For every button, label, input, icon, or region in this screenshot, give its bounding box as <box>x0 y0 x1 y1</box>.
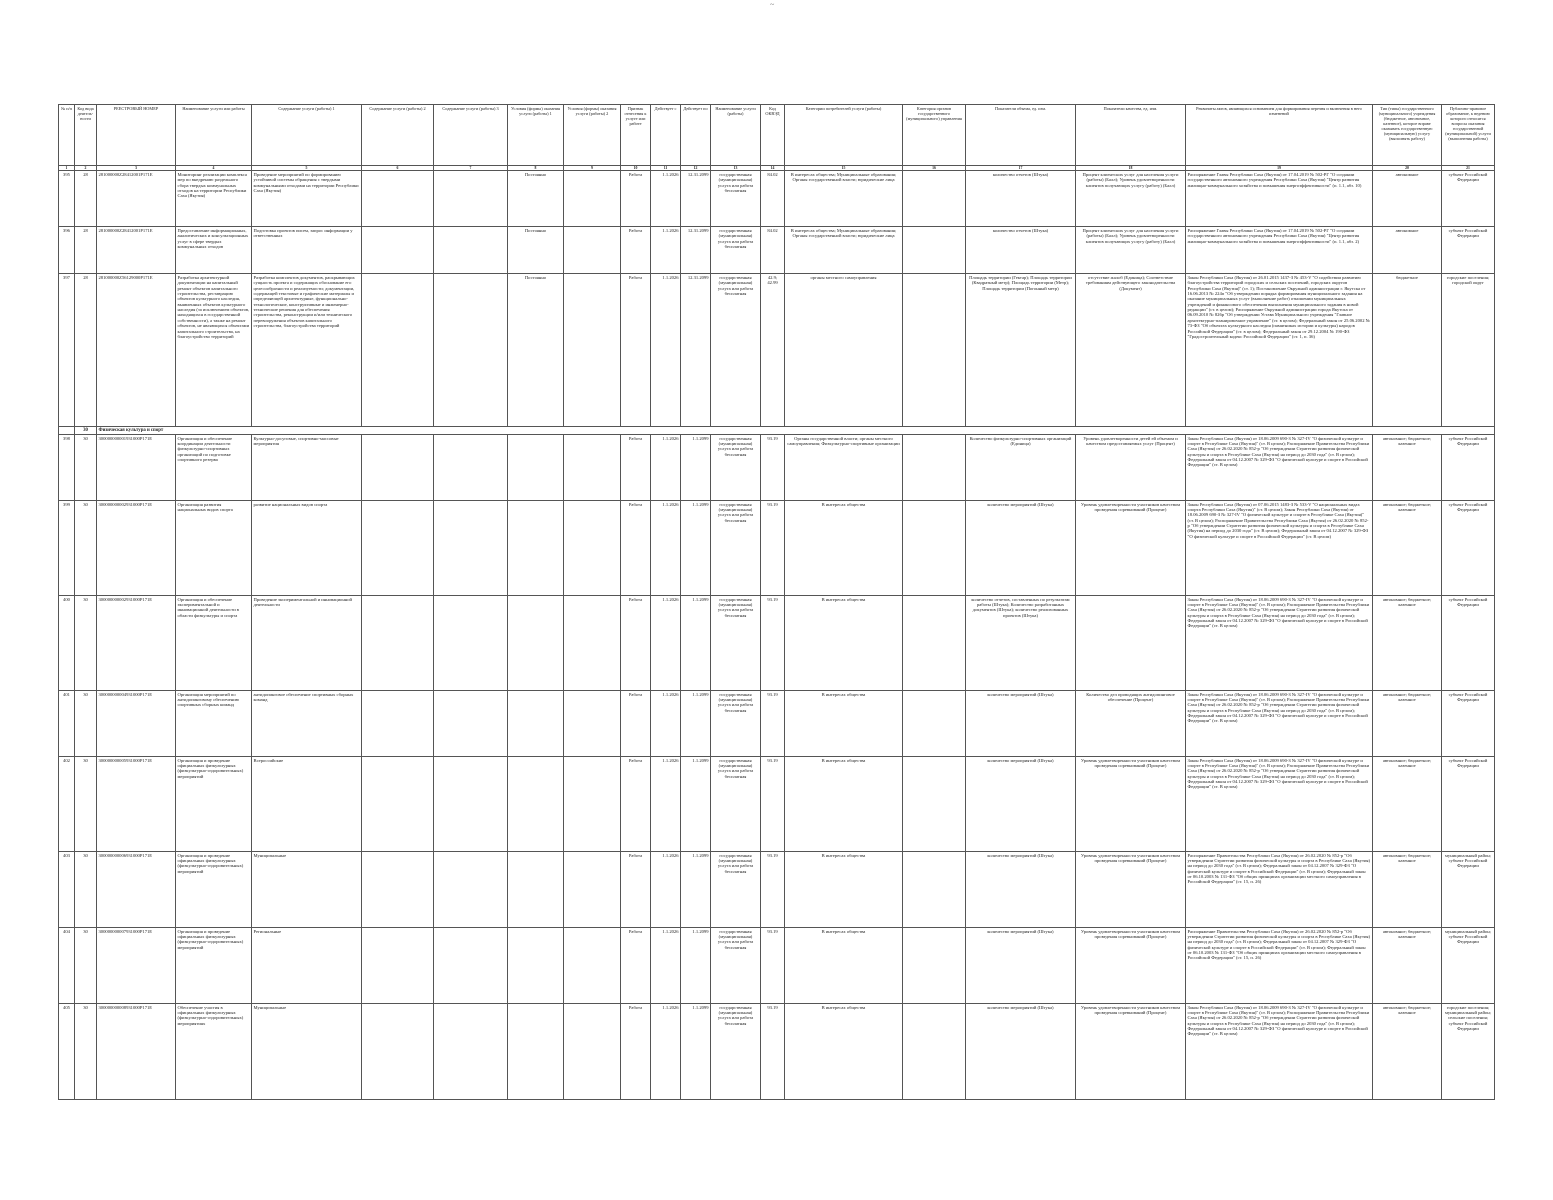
registry-number: 281000000Z56129000P171E <box>97 274 176 427</box>
header-form-1: Условия (формы) оказания услуги (работы) 1 <box>508 105 564 166</box>
service-type: государственная (муниципальная) услуга или работа бесплатная <box>711 928 761 1004</box>
content-3 <box>434 435 508 501</box>
form-1 <box>508 501 564 596</box>
okved-code: 93.19 <box>761 852 785 928</box>
jurisdiction: субъект Российской Федерации <box>1442 171 1495 227</box>
row-number: 399 <box>59 501 75 596</box>
institution-type: бюджетное <box>1373 274 1442 427</box>
content-2 <box>362 435 434 501</box>
section-blank-1 <box>59 427 75 435</box>
quality-indicators: Уровень удовлетворенности детей ей объемом и качеством предоставляемых услуг (Процент) <box>1076 435 1186 501</box>
header-content-3: Содержание услуги (работы) 3 <box>434 105 508 166</box>
okved-code: 84.02 <box>761 227 785 274</box>
form-2 <box>564 757 621 852</box>
service-kind: Работа <box>621 435 651 501</box>
service-name: Обеспечение участия в официальных физкультурных (физкультурно-оздоровительных) мероприятиях <box>176 1004 252 1100</box>
header-service-type: Наименование услуги (работы) <box>711 105 761 166</box>
valid-from: 1.1.2026 <box>651 691 681 757</box>
valid-to: 1.1.2099 <box>681 435 711 501</box>
content-1: Проведение экспериментальной и инновационной деятельности <box>252 596 362 691</box>
form-1 <box>508 757 564 852</box>
okved-code: 42.9; 42.99 <box>761 274 785 427</box>
consumer-categories: В интересах общества; Муниципальные образования; Органы государственной власти; юридические лица <box>785 171 903 227</box>
column-number-3: 3 <box>97 166 176 171</box>
form-2 <box>564 596 621 691</box>
legal-acts: Распоряжение Правительства Республики Саха (Якутия) от 26.02.2020 № 852-р "Об утверждении Стратегии развития физической культуры и спорта в Республике Саха (Якутия) на период до 2030 года" (ст. В целом); Федеральный закон от 04.12.2007 № 329-ФЗ "О физической культуре и спорте в Российской Федерации" (ст. В целом); Федеральный закон от 06.10.2003 № 131-ФЗ "Об общих принципах организации местного самоуправления в Российской Федерации" (ст. 15, п. 26) <box>1186 852 1373 928</box>
table-row <box>59 852 1495 928</box>
quality-indicators: отсутствие жалоб (Единица); Соответствие требованиям действующего законодательства (Документ) <box>1076 274 1186 427</box>
content-3 <box>434 852 508 928</box>
institution-type: автономное; бюджетное; казенное <box>1373 435 1442 501</box>
valid-to: 12.31.2099 <box>681 227 711 274</box>
service-name: Организация развития национальных видов спорта <box>176 501 252 596</box>
form-1 <box>508 435 564 501</box>
jurisdiction: субъект Российской Федерации <box>1442 435 1495 501</box>
service-type: государственная (муниципальная) услуга или работа бесплатная <box>711 227 761 274</box>
jurisdiction: субъект Российской Федерации <box>1442 501 1495 596</box>
consumer-categories: В интересах общества <box>785 501 903 596</box>
activity-code: 30 <box>75 928 97 1004</box>
header-consumer-categories: Категории потребителей услуги (работы) <box>785 105 903 166</box>
header-quality-indicators: Показатели качества, ед. изм. <box>1076 105 1186 166</box>
form-1 <box>508 928 564 1004</box>
okved-code: 93.19 <box>761 1004 785 1100</box>
content-2 <box>362 928 434 1004</box>
okved-code: 93.19 <box>761 596 785 691</box>
content-3 <box>434 274 508 427</box>
service-name: Организация и проведение официальных физкультурных (физкультурно-оздоровительных) мероприятий <box>176 757 252 852</box>
column-number-6: 6 <box>362 166 434 171</box>
column-number-14: 14 <box>761 166 785 171</box>
header-content-1: Содержание услуги (работы) 1 <box>252 105 362 166</box>
row-number: 404 <box>59 928 75 1004</box>
row-number: 398 <box>59 435 75 501</box>
service-name: Организация мероприятий по антидопинговому обеспечению спортивных сборных команд <box>176 691 252 757</box>
authority-category <box>903 928 966 1004</box>
volume-indicators: количество отчетов (Штука) <box>966 171 1076 227</box>
valid-to: 1.1.2099 <box>681 757 711 852</box>
section-code: 30 <box>75 427 97 435</box>
service-kind: Работа <box>621 691 651 757</box>
authority-category <box>903 435 966 501</box>
service-type: государственная (муниципальная) услуга или работа бесплатная <box>711 501 761 596</box>
header-volume-indicators: Показатели объема, ед. изм. <box>966 105 1076 166</box>
authority-category <box>903 227 966 274</box>
service-type: государственная (муниципальная) услуга или работа бесплатная <box>711 596 761 691</box>
jurisdiction: субъект Российской Федерации <box>1442 757 1495 852</box>
legal-acts: Закон Республики Саха (Якутия) от 07.06.2015 1483-З № 533-V "О национальных видах спорта Республики Саха (Якутия)" (ст. В целом); Закон Республики Саха (Якутия) от 18.06.2009 690-З № 327-IV "О физической культуре и спорте в Республике Саха (Якутия)" (ст. В целом); Распоряжение Правительства Республики Саха (Якутия) от 26.02.2020 № 852-р "Об утверждении Стратегии развития физической культуры и спорта в Республике Саха (Якутия) на период до 2030 года" (ст. В целом); Федеральный закон от 04.12.2007 № 329-ФЗ "О физической культуре и спорте в Российской Федерации" (ст. В целом) <box>1186 501 1373 596</box>
jurisdiction: субъект Российской Федерации <box>1442 227 1495 274</box>
valid-from: 1.1.2026 <box>651 501 681 596</box>
registry-number: 300000000004931000P171E <box>97 691 176 757</box>
column-number-9: 9 <box>564 166 621 171</box>
jurisdiction: муниципальный район; субъект Российской Федерации <box>1442 852 1495 928</box>
valid-to: 12.31.2099 <box>681 274 711 427</box>
column-number-2: 2 <box>75 166 97 171</box>
valid-from: 1.1.2026 <box>651 171 681 227</box>
form-2 <box>564 227 621 274</box>
legal-acts: Закон Республики Саха (Якутия) от 18.06.2009 690-З № 327-IV "О физической культуре и спорте в Республике Саха (Якутия)" (ст. В целом); Распоряжение Правительства Республики Саха (Якутия) от 26.02.2020 № 852-р "Об утверждении Стратегии развития физической культуры и спорта в Республике Саха (Якутия) на период до 2030 года" (ст. В целом); Федеральный закон от 04.12.2007 № 329-ФЗ "О физической культуре и спорте в Российской Федерации" (ст. В целом) <box>1186 435 1373 501</box>
consumer-categories: В интересах общества <box>785 1004 903 1100</box>
activity-code: 30 <box>75 757 97 852</box>
table-row <box>59 227 1495 274</box>
header-service-kind: Признак отнесения к услуге или работе <box>621 105 651 166</box>
column-number-11: 11 <box>651 166 681 171</box>
table-row <box>59 691 1495 757</box>
okved-code: 93.19 <box>761 691 785 757</box>
form-2 <box>564 501 621 596</box>
volume-indicators: количество мероприятий (Штука) <box>966 691 1076 757</box>
service-name: Мониторинг реализации комплекса мер по внедрению раздельного сбора твердых коммунальных отходов на территории Республики Саха (Якутия) <box>176 171 252 227</box>
service-type: государственная (муниципальная) услуга или работа бесплатная <box>711 435 761 501</box>
service-kind: Работа <box>621 852 651 928</box>
registry-number: 281000000Z28412001P171E <box>97 227 176 274</box>
form-2 <box>564 274 621 427</box>
content-1: развитие национальных видов спорта <box>252 501 362 596</box>
form-1 <box>508 596 564 691</box>
valid-from: 1.1.2026 <box>651 1004 681 1100</box>
authority-category <box>903 757 966 852</box>
content-1: Всероссийские <box>252 757 362 852</box>
content-2 <box>362 852 434 928</box>
form-2 <box>564 1004 621 1100</box>
institution-type: автономное <box>1373 171 1442 227</box>
quality-indicators: Уровень удовлетворенности участников качеством проведения соревнований (Процент) <box>1076 928 1186 1004</box>
valid-from: 1.1.2026 <box>651 928 681 1004</box>
jurisdiction: субъект Российской Федерации <box>1442 691 1495 757</box>
consumer-categories: В интересах общества <box>785 757 903 852</box>
service-name: Предоставление информационных, аналитических и консультационных услуг в сфере твердых коммунальных отходов <box>176 227 252 274</box>
jurisdiction: городские поселения; муниципальный район; сельские поселения; субъект Российской Федерации <box>1442 1004 1495 1100</box>
content-1: Муниципальные <box>252 852 362 928</box>
registry-number: 300000000006931000P171E <box>97 852 176 928</box>
valid-from: 1.1.2026 <box>651 435 681 501</box>
volume-indicators: количество мероприятий (Штука) <box>966 1004 1076 1100</box>
legal-acts: Закон Республики Саха (Якутия) от 18.06.2009 690-З № 327-IV "О физической культуре и спорте в Республике Саха (Якутия)" (ст. В целом); Распоряжение Правительства Республики Саха (Якутия) от 26.02.2020 № 852-р "Об утверждении Стратегии развития физической культуры и спорта в Республике Саха (Якутия) на период до 2030 года" (ст. В целом); Федеральный закон от 04.12.2007 № 329-ФЗ "О физической культуре и спорте в Российской Федерации" (ст. В целом) <box>1186 757 1373 852</box>
row-number: 396 <box>59 227 75 274</box>
valid-from: 1.1.2026 <box>651 274 681 427</box>
service-kind: Работа <box>621 596 651 691</box>
quality-indicators: Процент клиентских услуг для населения услуги (работы) (Балл); Уровень удовлетворенности клиентов получающих услугу (работу) (Балл) <box>1076 227 1186 274</box>
authority-category <box>903 1004 966 1100</box>
content-2 <box>362 274 434 427</box>
legal-acts: Распоряжение Правительства Республики Саха (Якутия) от 26.02.2020 № 852-р "Об утверждении Стратегии развития физической культуры и спорта в Республике Саха (Якутия) на период до 2030 года" (ст. В целом); Федеральный закон от 04.12.2007 № 329-ФЗ "О физической культуре и спорте в Российской Федерации" (ст. В целом); Федеральный закон от 06.10.2003 № 131-ФЗ "Об общих принципах организации местного самоуправления в Российской Федерации" (ст. 15, п. 26) <box>1186 928 1373 1004</box>
service-kind: Работа <box>621 757 651 852</box>
quality-indicators: Уровень удовлетворенности участников качеством проведения соревнований (Процент) <box>1076 1004 1186 1100</box>
activity-code: 30 <box>75 435 97 501</box>
service-type: государственная (муниципальная) услуга или работа бесплатная <box>711 1004 761 1100</box>
okved-code: 93.19 <box>761 435 785 501</box>
consumer-categories: Органы государственной власти; органы местного самоуправления; Физкультурно-спортивные организации <box>785 435 903 501</box>
okved-code: 84.02 <box>761 171 785 227</box>
page-marker: ~ <box>770 0 775 9</box>
legal-acts: Закон Республики Саха (Якутия) от 26.01.2015 1437-З № 453-V "О содействии развитию благоустройства территорий городских и сельских поселений, городских округов Республики Саха (Якутия)" (ст. 1); Постановление Окружной администрации г. Якутска от 16.06.2013 № 224п "Об утверждении порядка формирования муниципального задания на оказание муниципальных услуг (выполнение работ) отношении муниципальных учреждений и финансового обеспечения выполнения муниципального задания в новой редакции" (ст. в целом); Распоряжение Окружной администрации города Якутска от 06.09.2010 № 826р "Об утверждении Устава Муниципального учреждения "Главное архитектурно-планировочное управление" (ст. в целом); Федеральный закон от 25.06.2002 № 73-ФЗ "Об объектах культурного наследия (памятниках истории и культуры) народов Российской Федерации" (ст. в целом); Федеральный закон от 29.12.2004 № 190-ФЗ "Градостроительный кодекс Российской Федерации" (ст. 1, п. 36) <box>1186 274 1373 427</box>
valid-from: 1.1.2026 <box>651 596 681 691</box>
column-number-8: 8 <box>508 166 564 171</box>
content-1: Проведение мероприятий по формированию устойчивой системы обращения с твердыми коммунальными отходами на территории Республики Саха (Якутия) <box>252 171 362 227</box>
registry-number: 300000000001931000P171E <box>97 435 176 501</box>
institution-type: автономное; бюджетное; казенное <box>1373 691 1442 757</box>
valid-to: 12.31.2099 <box>681 171 711 227</box>
valid-from: 1.1.2026 <box>651 227 681 274</box>
column-number-18: 18 <box>1076 166 1186 171</box>
service-type: государственная (муниципальная) услуга или работа бесплатная <box>711 757 761 852</box>
service-name: Организация и обеспечение экспериментальной и инновационной деятельности в области физкультуры и спорта <box>176 596 252 691</box>
consumer-categories: В интересах общества <box>785 928 903 1004</box>
column-number-21: 21 <box>1442 166 1495 171</box>
quality-indicators: Количество дел проводящих антидопинговое обеспечение (Процент) <box>1076 691 1186 757</box>
content-2 <box>362 757 434 852</box>
activity-code: 30 <box>75 501 97 596</box>
consumer-categories: В интересах общества <box>785 596 903 691</box>
authority-category <box>903 596 966 691</box>
service-name: Организация и обеспечение координации деятельности физкультурно-спортивных организаций по подготовке спортивного резерва <box>176 435 252 501</box>
registry-number: 281000000Z28412001P171E <box>97 171 176 227</box>
service-kind: Работа <box>621 227 651 274</box>
column-number-1: 1 <box>59 166 75 171</box>
quality-indicators: Процент клиентских услуг для населения услуги (работы) (Балл); Уровень удовлетворенности клиентов получающих услугу (работу) (Балл) <box>1076 171 1186 227</box>
table-row <box>59 435 1495 501</box>
institution-type: автономное; бюджетное; казенное <box>1373 501 1442 596</box>
column-number-15: 15 <box>785 166 903 171</box>
activity-code: 28 <box>75 171 97 227</box>
content-1: Подготовка проектов писем, запрос информации у ответственных <box>252 227 362 274</box>
valid-to: 1.1.2099 <box>681 1004 711 1100</box>
activity-code: 28 <box>75 227 97 274</box>
form-2 <box>564 928 621 1004</box>
volume-indicators: Площадь территории (Гектар); Площадь территории (Квадратный метр); Площадь территории (Метр); Площадь территории (Погонный метр) <box>966 274 1076 427</box>
content-3 <box>434 227 508 274</box>
institution-type: автономное <box>1373 227 1442 274</box>
authority-category <box>903 852 966 928</box>
table-header-row <box>59 105 1495 166</box>
authority-category <box>903 501 966 596</box>
service-name: Организация и проведение официальных физкультурных (физкультурно-оздоровительных) мероприятий <box>176 852 252 928</box>
table-row <box>59 501 1495 596</box>
content-3 <box>434 596 508 691</box>
content-2 <box>362 691 434 757</box>
legal-acts: Распоряжение Главы Республики Саха (Якутия) от 17.04.2019 № 502-РГ "О создании государственного автономного учреждения Республики Саха (Якутия) "Центр развития жилищно-коммунального хозяйства и повышения энергоэффективности" (п. 1.1, абз. 2) <box>1186 227 1373 274</box>
table-row <box>59 274 1495 427</box>
header-valid-to: Действует по <box>681 105 711 166</box>
service-type: государственная (муниципальная) услуга или работа бесплатная <box>711 171 761 227</box>
content-3 <box>434 691 508 757</box>
consumer-categories: В интересах общества <box>785 691 903 757</box>
institution-type: автономное; бюджетное; казенное <box>1373 757 1442 852</box>
form-1 <box>508 1004 564 1100</box>
form-1: Постоянно <box>508 227 564 274</box>
okved-code: 93.19 <box>761 928 785 1004</box>
table-row <box>59 757 1495 852</box>
header-okved-code: Код ОКВЭД <box>761 105 785 166</box>
content-3 <box>434 757 508 852</box>
row-number: 401 <box>59 691 75 757</box>
column-number-7: 7 <box>434 166 508 171</box>
authority-category <box>903 274 966 427</box>
table-row <box>59 171 1495 227</box>
content-1: Региональные <box>252 928 362 1004</box>
content-2 <box>362 501 434 596</box>
service-kind: Работа <box>621 501 651 596</box>
institution-type: автономное; бюджетное; казенное <box>1373 1004 1442 1100</box>
consumer-categories: органы местного самоуправления <box>785 274 903 427</box>
volume-indicators: Количество физкультурно-спортивных организаций (Единица) <box>966 435 1076 501</box>
consumer-categories: В интересах общества <box>785 852 903 928</box>
volume-indicators: количество мероприятий (Штука) <box>966 501 1076 596</box>
jurisdiction: городские поселения; городской округ <box>1442 274 1495 427</box>
institution-type: автономное; бюджетное; казенное <box>1373 852 1442 928</box>
volume-indicators: количество отчетов, составленных по результатам работы (Штука); Количество разработанных документов (Штука); количество реализованных проектов (Штука) <box>966 596 1076 691</box>
header-activity-code: Код вида деятель-ности <box>75 105 97 166</box>
table-row <box>59 596 1495 691</box>
content-2 <box>362 596 434 691</box>
column-number-4: 4 <box>176 166 252 171</box>
table-row <box>59 928 1495 1004</box>
header-jurisdiction: Публично-правовое образование, к ведению которого относятся вопросы оказания государственной (муниципальной) услуги (выполнения работы) <box>1442 105 1495 166</box>
header-institution-type: Тип (типы) государственного (муниципального) учреждения (бюджетное, автономное, казенное), которое вправе оказывать государственную (муниципальную) услугу (выполнять работу) <box>1373 105 1442 166</box>
valid-from: 1.1.2026 <box>651 852 681 928</box>
activity-code: 28 <box>75 274 97 427</box>
service-kind: Работа <box>621 274 651 427</box>
column-number-13: 13 <box>711 166 761 171</box>
form-1: Постоянно <box>508 171 564 227</box>
activity-code: 30 <box>75 596 97 691</box>
form-2 <box>564 852 621 928</box>
column-number-19: 19 <box>1186 166 1373 171</box>
column-number-12: 12 <box>681 166 711 171</box>
column-number-5: 5 <box>252 166 362 171</box>
form-2 <box>564 171 621 227</box>
activity-code: 30 <box>75 852 97 928</box>
content-1: антидопинговое обеспечение спортивных сборных команд <box>252 691 362 757</box>
services-registry-table <box>58 104 1495 1100</box>
valid-to: 1.1.2099 <box>681 596 711 691</box>
header-registry-number: РЕЕСТРОВЫЙ НОМЕР <box>97 105 176 166</box>
okved-code: 93.19 <box>761 501 785 596</box>
registry-number: 300000000002931000P171E <box>97 501 176 596</box>
service-type: государственная (муниципальная) услуга или работа бесплатная <box>711 852 761 928</box>
form-1: Постоянно <box>508 274 564 427</box>
authority-category <box>903 171 966 227</box>
content-2 <box>362 227 434 274</box>
consumer-categories: В интересах общества; Муниципальные образования; Органы государственной власти; юридические лица <box>785 227 903 274</box>
registry-number: 300000000008931000P171E <box>97 1004 176 1100</box>
service-name: Организация и проведение официальных физкультурных (физкультурно-оздоровительных) мероприятий <box>176 928 252 1004</box>
valid-to: 1.1.2099 <box>681 691 711 757</box>
volume-indicators: количество мероприятий (Штука) <box>966 757 1076 852</box>
row-number: 402 <box>59 757 75 852</box>
activity-code: 30 <box>75 691 97 757</box>
legal-acts: Распоряжение Главы Республики Саха (Якутия) от 17.04.2019 № 502-РГ "О создании государственного автономного учреждения Республики Саха (Якутия) "Центр развития жилищно-коммунального хозяйства и повышения энергоэффективности" (п. 1.1, абз. 10) <box>1186 171 1373 227</box>
legal-acts: Закон Республики Саха (Якутия) от 18.06.2009 690-З № 327-IV "О физической культуре и спорте в Республике Саха (Якутия)" (ст. В целом); Распоряжение Правительства Республики Саха (Якутия) от 26.02.2020 № 852-р "Об утверждении Стратегии развития физической культуры и спорта в Республике Саха (Якутия) на период до 2030 года" (ст. В целом); Федеральный закон от 04.12.2007 № 329-ФЗ "О физической культуре и спорте в Российской Федерации" (ст. В целом) <box>1186 1004 1373 1100</box>
content-3 <box>434 928 508 1004</box>
header-form-2: Условия (формы) оказания услуги (работы) 2 <box>564 105 621 166</box>
volume-indicators: количество мероприятий (Штука) <box>966 928 1076 1004</box>
valid-from: 1.1.2026 <box>651 757 681 852</box>
header-legal-acts: Реквизиты актов, являющихся основанием для формирования перечня и включения в него изменений <box>1186 105 1373 166</box>
row-number: 400 <box>59 596 75 691</box>
jurisdiction: субъект Российской Федерации <box>1442 596 1495 691</box>
column-number-16: 16 <box>903 166 966 171</box>
service-kind: Работа <box>621 928 651 1004</box>
volume-indicators: количество мероприятий (Штука) <box>966 852 1076 928</box>
column-number-17: 17 <box>966 166 1076 171</box>
column-number-20: 20 <box>1373 166 1442 171</box>
section-header-row <box>59 427 1495 435</box>
quality-indicators: Уровень удовлетворенности участников качеством проведения соревнований (Процент) <box>1076 501 1186 596</box>
form-2 <box>564 691 621 757</box>
registry-number: 300000000007931000P171E <box>97 928 176 1004</box>
column-number-10: 10 <box>621 166 651 171</box>
institution-type: автономное; бюджетное; казенное <box>1373 596 1442 691</box>
service-kind: Работа <box>621 1004 651 1100</box>
okved-code: 93.19 <box>761 757 785 852</box>
row-number: 403 <box>59 852 75 928</box>
row-number: 395 <box>59 171 75 227</box>
quality-indicators <box>1076 596 1186 691</box>
header-authority-category: Категория органов государственного (муниципального) управления <box>903 105 966 166</box>
content-3 <box>434 1004 508 1100</box>
valid-to: 1.1.2099 <box>681 852 711 928</box>
authority-category <box>903 691 966 757</box>
header-content-2: Содержание услуги (работы) 2 <box>362 105 434 166</box>
content-3 <box>434 171 508 227</box>
row-number: 397 <box>59 274 75 427</box>
header-row-number: № п/п <box>59 105 75 166</box>
quality-indicators: Уровень удовлетворенности участников качеством проведения соревнований (Процент) <box>1076 852 1186 928</box>
valid-to: 1.1.2099 <box>681 501 711 596</box>
registry-number: 300000000005931000P171E <box>97 757 176 852</box>
legal-acts: Закон Республики Саха (Якутия) от 18.06.2009 690-З № 327-IV "О физической культуре и спорте в Республике Саха (Якутия)" (ст. В целом); Распоряжение Правительства Республики Саха (Якутия) от 26.02.2020 № 852-р "Об утверждении Стратегии развития физической культуры и спорта в Республике Саха (Якутия) на период до 2030 года" (ст. В целом); Федеральный закон от 04.12.2007 № 329-ФЗ "О физической культуре и спорте в Российской Федерации" (ст. В целом) <box>1186 596 1373 691</box>
volume-indicators: количество отчетов (Штука) <box>966 227 1076 274</box>
content-2 <box>362 1004 434 1100</box>
jurisdiction: муниципальный район; субъект Российской Федерации <box>1442 928 1495 1004</box>
quality-indicators: Уровень удовлетворенности участников качеством проведения соревнований (Процент) <box>1076 757 1186 852</box>
activity-code: 30 <box>75 1004 97 1100</box>
valid-to: 1.1.2099 <box>681 928 711 1004</box>
service-name: Разработка архитектурной документации на капитальный ремонт объектов капитального строительства, реставрацию объектов культурного наследия, выявленных объектов культурного наследия (за исключением объектов, находящихся в государственной собственности), а также на ремонт объектов, не являющихся объектами капитального строительства, на благоустройство территорий <box>176 274 252 427</box>
service-type: государственная (муниципальная) услуга или работа бесплатная <box>711 274 761 427</box>
content-3 <box>434 501 508 596</box>
form-1 <box>508 691 564 757</box>
institution-type: автономное; бюджетное; казенное <box>1373 928 1442 1004</box>
registry-number: 300000000002931000P171E <box>97 596 176 691</box>
content-2 <box>362 171 434 227</box>
form-2 <box>564 435 621 501</box>
header-valid-from: Действует с <box>651 105 681 166</box>
service-kind: Работа <box>621 171 651 227</box>
section-title: Физическая культура и спорт <box>97 427 1495 435</box>
content-1: Муниципальные <box>252 1004 362 1100</box>
legal-acts: Закон Республики Саха (Якутия) от 18.06.2009 690-З № 327-IV "О физической культуре и спорте в Республике Саха (Якутия)" (ст. В целом); Распоряжение Правительства Республики Саха (Якутия) от 26.02.2020 № 852-р "Об утверждении Стратегии развития физической культуры и спорта в Республике Саха (Якутия) на период до 2030 года" (ст. В целом); Федеральный закон от 04.12.2007 № 329-ФЗ "О физической культуре и спорте в Российской Федерации" (ст. В целом) <box>1186 691 1373 757</box>
service-type: государственная (муниципальная) услуга или работа бесплатная <box>711 691 761 757</box>
content-1: Культурно-досуговые, спортивно-массовые мероприятия <box>252 435 362 501</box>
table-row <box>59 1004 1495 1100</box>
row-number: 405 <box>59 1004 75 1100</box>
form-1 <box>508 852 564 928</box>
content-1: Разработка комплектов документов, раскрывающих сущность проекта и содержащих обоснование его целесообразности и реализуемости; документации, содержащей текстовые и графические материалы и определяющей архитектурные, функционально-технологические, конструктивные и инженерно-технические решения для обеспечения строительства, реконструкции и/или технического перевооружения объектов капитального строительства, благоустройства территорий <box>252 274 362 427</box>
header-service-name: Наименование услуги или работы <box>176 105 252 166</box>
